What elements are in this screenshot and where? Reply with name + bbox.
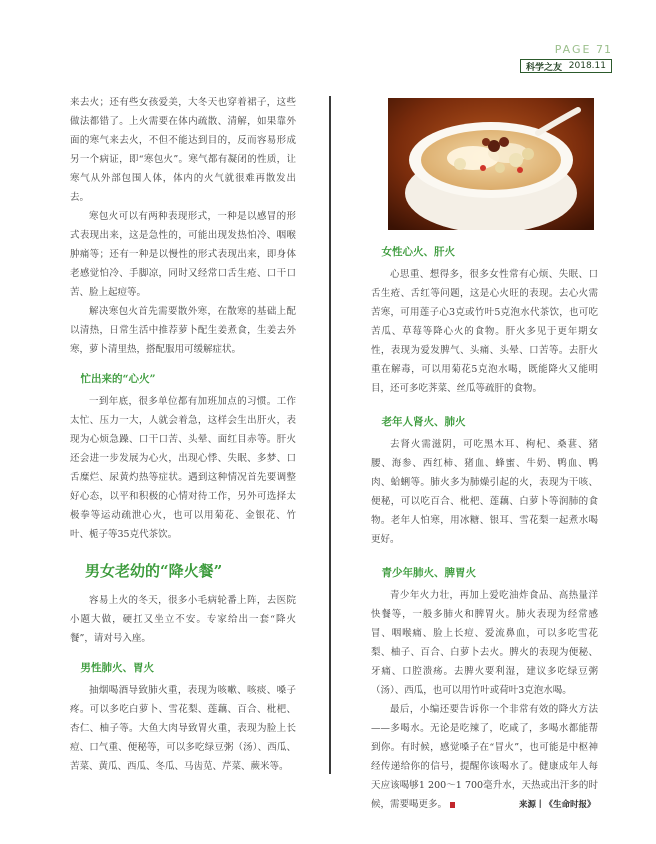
section-heading-teen: 青少年肺火、脾胃火: [381, 567, 476, 579]
magazine-title: 科学之友: [526, 62, 563, 73]
issue-date: 2018.11: [568, 61, 606, 71]
section-heading-elder: 老年人肾火、肺火: [381, 416, 466, 428]
paragraph: 抽烟喝酒导致肺火重，表现为咳嗽、咳痰、嗓子疼。可以多吃白萝卜、雪花梨、莲藕、百合、枇杷、杏仁、柚子等。大鱼大肉导致胃火重，表现为脸上长痘、口气重、便秘等，可以多吃绿豆粥（汤）、西瓜、苦菜、黄瓜、西瓜、冬瓜、马齿苋、芹菜、蕨米等。: [70, 685, 296, 772]
section-heading-male: 男性肺火、胃火: [80, 662, 154, 674]
left-column: [70, 93, 296, 776]
article-subtitle-menu: 男女老幼的“降火餐”: [85, 562, 223, 580]
page-word: PAGE: [554, 43, 592, 56]
right-column: [371, 243, 598, 814]
paragraph: 青少年火力壮，再加上爱吃油炸食品、高热量洋快餐等，一般多肺火和脾胃火。肺火表现为经常感冒、咽喉痛、脸上长痘、爱流鼻血，可以多吃雪花梨、柚子、百合、白萝卜去火。脾火的表现为便秘、牙痛、口腔溃疡。去脾火要利湿，建议多吃绿豆粥（汤）、西瓜，也可以用竹叶或荷叶3克泡水喝。: [371, 590, 598, 696]
paragraph: 心思重、想得多，很多女性常有心烦、失眠、口舌生疮、舌红等问题，这是心火旺的表现。去心火需苦寒，可用莲子心3克或竹叶5克泡水代茶饮，也可吃苦瓜、草莓等降心火的食物。肝火多见于更年期女性，表现为爱发脾气、头痛、头晕、口苦等。去肝火重在解毒，可以用菊花5克泡水喝，既能降火又能明目，还可多吃荠菜、丝瓜等疏肝的食物。: [371, 269, 598, 394]
source-credit: 来源丨《生命时报》: [519, 800, 596, 810]
paragraph: 寒包火可以有两种表现形式，一种是以感冒的形式表现出来，这是急性的，可能出现发热怕冷、咽喉肿痛等；还有一种是以慢性的形式表现出来，即身体老感觉怕冷、手脚凉，同时又经常口舌生疮、口干口苦、脸上起痘等。: [70, 211, 296, 298]
paragraph: 去肾火需滋阴，可吃黑木耳、枸杞、桑葚、猪腰、海参、西红柿、猪血、蜂蜜、牛奶、鸭血、鸭肉、蛤蜊等。肺火多为肺燥引起的火，表现为干咳、便秘，可以吃百合、枇杷、莲藕、白萝卜等润肺的食物。老年人怕寒，用冰糖、银耳、雪花梨一起煮水喝更好。: [371, 439, 598, 545]
paragraph: 容易上火的冬天，很多小毛病轮番上阵，去医院小题大做，硬扛又坐立不安。专家给出一套“降火餐”，请对号入座。: [70, 595, 296, 644]
paragraph: 解决寒包火首先需要散外寒，在散寒的基础上配以清热，日常生活中推荐萝卜配生姜煮食，生姜去外寒，萝卜清里热，搭配服用可缓解症状。: [70, 306, 296, 355]
section-heading-busy: 忙出来的“心火”: [80, 373, 156, 385]
soup-photo: [388, 98, 594, 230]
paragraph-final-text: 最后，小编还要告诉你一个非常有效的降火方法——多喝水。无论是吃辣了，吃咸了，多喝水都能帮到你。有时候，感觉嗓子在“冒火”，也可能是中枢神经传递给你的信号，提醒你该喝水了。健康成年人每天应该喝够1 200～1 700毫升水，天热或出汗多的时候，需要喝更多。: [371, 704, 598, 810]
end-mark-icon: [450, 802, 455, 808]
section-heading-female: 女性心火、肝火: [381, 246, 455, 258]
paragraph: 来去火；还有些女孩爱美，大冬天也穿着裙子，这些做法都错了。上火需要在体内疏散、清解，如果靠外面的寒气来去火，不但不能达到目的，反而容易形成另一个病证，即“寒包火”。寒气都有凝闭的性质，让寒气从外部包围人体，体内的火气就很难再散发出去。: [70, 97, 296, 203]
magazine-header: [520, 59, 612, 73]
page-number-label: [555, 43, 612, 56]
column-divider: [329, 96, 331, 774]
page-number: 71: [596, 43, 612, 56]
paragraph-final: [371, 700, 598, 814]
paragraph: 一到年底，很多单位都有加班加点的习惯。工作太忙、压力一大，人就会着急，这样会生出肝火，表现为心烦急躁、口干口苦、头晕、面红目赤等。肝火还会进一步发展为心火，出现心悸、失眠、多梦、口舌糜烂、尿黄灼热等症状。遇到这种情况首先要调整好心态，以平和积极的心情对待工作，另外可选择太极拳等运动疏泄心火，也可以用菊花、金银花、竹叶、栀子等35克代茶饮。: [70, 396, 296, 540]
